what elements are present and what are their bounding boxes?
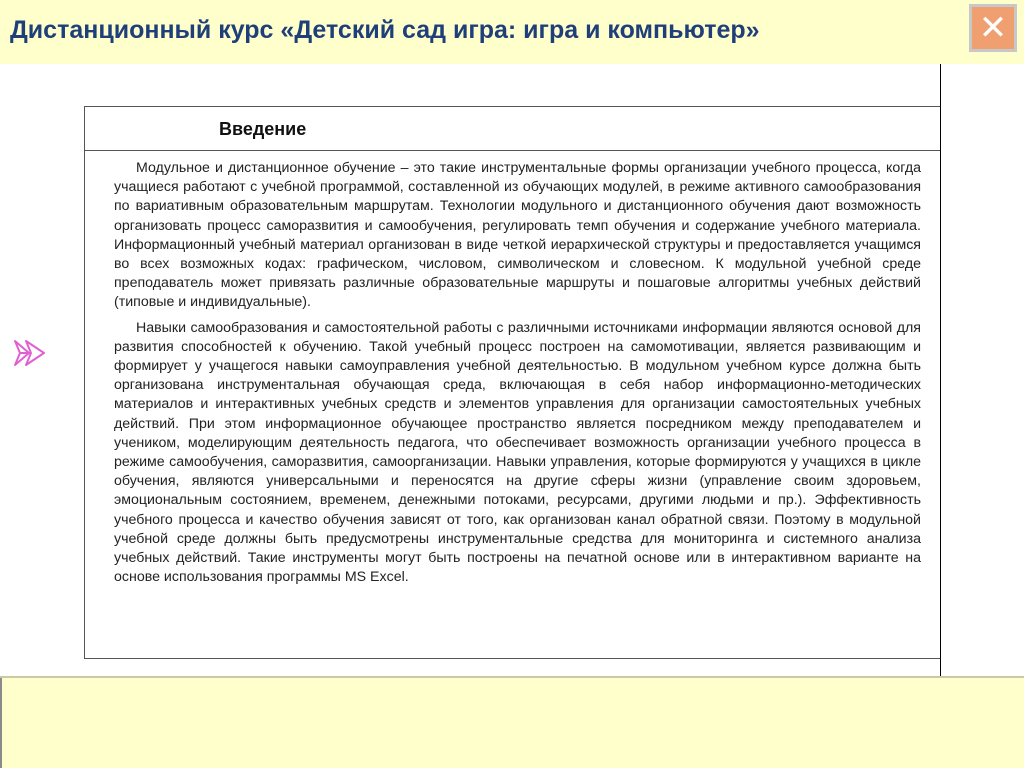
page-title: Дистанционный курс «Детский сад игра: игра и компьютер» xyxy=(10,16,760,44)
close-icon: ✕ xyxy=(978,8,1008,48)
divider-line xyxy=(940,64,941,676)
document-paragraph: Модульное и дистанционное обучение – это такие инструментальные формы организации учебного процесса, когда учащиеся работают с учебной программой, составленной из обучающих модулей, в режиме активного самообразования по вариативным образовательным маршрутам. Технологии модульного и дистанционного обучения дают возможность организовать процесс саморазвития и самообучения, регулировать темп обучения и содержание учебного материала. Информационный учебный материал организован в виде четкой иерархической структуры и предоставляется учащимся во всех возможных кодах: графическом, числовом, символическом и словесном. К модульной учебной среде преподаватель может привязать различные образовательные маршруты и пошаговые алгоритмы учебных действий (типовые и индивидуальные). xyxy=(114,160,921,311)
close-button[interactable] xyxy=(969,4,1017,52)
document-paragraph: Навыки самообразования и самостоятельной работы с различными источниками информации являются основой для развития способностей к обучению. Такой учебный процесс построен на самомотивации, является развивающим и формирует у учащегося навыки самоуправления учебной деятельностью. В модульном учебном курсе должна быть организована инструментальная обучающая среда, включающая в себя набор информационно-методических материалов и интерактивных учебных средств и элементов управления для организации самостоятельных учебных действий. При этом информационное обучающее пространство является посредником между преподавателем и учеником, моделирующим деятельность педагога, что обеспечивает возможность организации учебного процесса в режиме самообучения, саморазвития, самоорганизации. Навыки управления, которые формируются у учащихся в цикле обучения, являются универсальными и переносятся на другие сферы жизни (управление своим здоровьем, эмоциональным состоянием, временем, денежными потоками, ресурсами, другими людьми и пр.). Эффективность учебного процесса и качество обучения зависят от того, как организован канал обратной связи. Поэтому в модульной учебной среде должны быть предусмотрены инструментальные средства для мониторинга и системного анализа учебных действий. Такие инструменты могут быть построены на печатной основе или в интерактивном варианте на основе использования программы MS Excel. xyxy=(114,319,921,586)
document-heading: Введение xyxy=(219,119,307,139)
document-header xyxy=(85,107,940,151)
document-body xyxy=(85,151,940,587)
bottom-panel xyxy=(0,676,1024,768)
bottom-panel-edge xyxy=(0,678,2,768)
title-bar xyxy=(0,0,1024,64)
document-panel xyxy=(84,106,940,659)
double-arrow-right-icon[interactable] xyxy=(12,337,48,369)
